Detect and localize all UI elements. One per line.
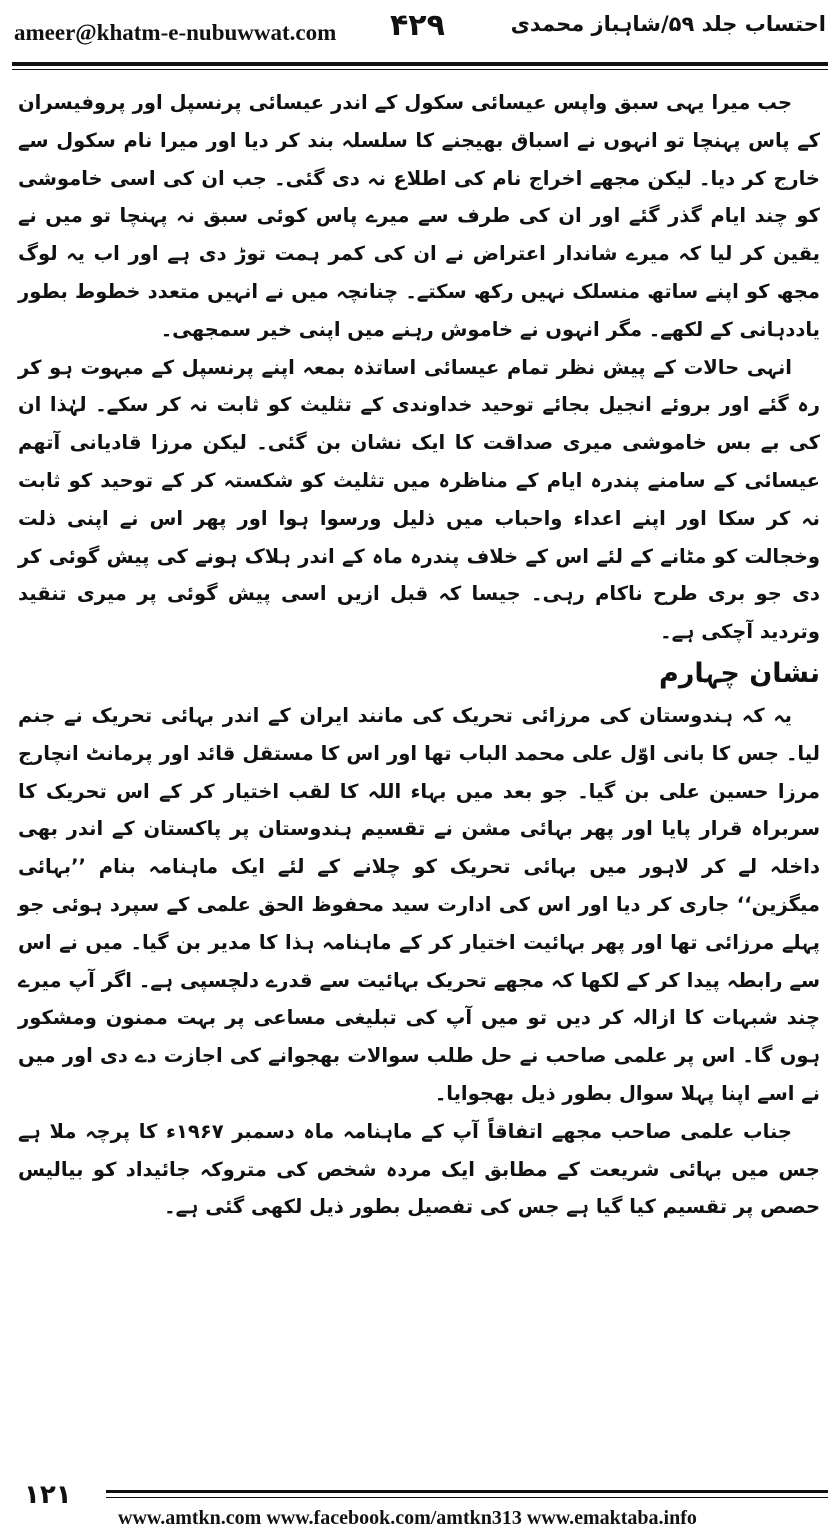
header-email: ameer@khatm-e-nubuwwat.com bbox=[14, 20, 337, 45]
page-body bbox=[18, 84, 820, 1226]
footer-rule-thin bbox=[106, 1497, 828, 1498]
running-title: احتساب جلد ۵۹/شاہباز محمدی bbox=[510, 12, 826, 36]
header-page-number: ۴۲۹ bbox=[390, 8, 445, 43]
page-footer bbox=[0, 1470, 840, 1540]
paragraph: یہ کہ ہندوستان کی مرزائی تحریک کی مانند ایران کے اندر بہائی تحریک نے جنم لیا۔ جس کا بانی اوّل علی محمد الباب تھا اور اس کا مستقل قائد اور پرمانٹ انچارج مرزا حسین علی بن گیا۔ جو بعد میں بہاء اللہ کا لقب اختیار کر کے اس تحریک کا سربراہ قرار پایا اور پھر بہائی مشن نے تقسیم ہندوستان پر پاکستان کے اندر بھی داخلہ لے کر لاہور میں بہائی تحریک کو چلانے کے لئے ایک ماہنامہ بنام ’’بہائی میگزین‘‘ جاری کر دیا اور اس کی ادارت سید محفوظ الحق علمی کے سپرد ہوئی جو پہلے مرزائی تھا اور پھر بہائیت اختیار کر کے ماہنامہ ہذا کا مدیر بن گیا۔ میں نے اس سے رابطہ پیدا کر کے لکھا کہ مجھے تحریک بہائیت سے قدرے دلچسپی ہے۔ اگر آپ میرے چند شبہات کا ازالہ کر دیں تو میں آپ کی تبلیغی مساعی پر بہت ممنون ومشکور ہوں گا۔ اس پر علمی صاحب نے حل طلب سوالات بھجوانے کی اجازت دے دی اور میں نے اسے اپنا پہلا سوال بطور ذیل بھجوایا۔ bbox=[18, 703, 820, 1105]
paragraph: جب میرا یہی سبق واپس عیسائی سکول کے اندر عیسائی پرنسپل اور پروفیسران کے پاس پہنچا تو انہوں نے اسباق بھیجنے کا سلسلہ بند کر دیا اور میرا نام سکول سے خارج کر دیا۔ لیکن مجھے اخراج نام کی اطلاع نہ دی گئی۔ جب ان کی اسی خاموشی کو چند ایام گذر گئے اور ان کی طرف سے میرے پاس کوئی سبق نہ پہنچا تو میں نے یقین کر لیا کہ میرے شاندار اعتراض نے ان کی کمر ہمت توڑ دی ہے اور اب یہ لوگ مجھ کو اپنے ساتھ منسلک نہیں رکھ سکتے۔ چنانچہ میں نے انہیں متعدد خطوط بطور یاددہانی کے لکھے۔ مگر انہوں نے خاموش رہنے میں اپنی خیر سمجھی۔ bbox=[18, 91, 820, 341]
footer-page-number: ۱۲۱ bbox=[24, 1480, 72, 1510]
paragraph: جناب علمی صاحب مجھے اتفاقاً آپ کے ماہنامہ ماہ دسمبر ۱۹۶۷ء کا پرچہ ملا ہے جس میں بہائی شریعت کے مطابق ایک مردہ شخص کی متروکہ جائیداد کو بیالیس حصص پر تقسیم کیا گیا ہے جس کی تفصیل بطور ذیل لکھی گئی ہے۔ bbox=[18, 1119, 820, 1219]
footer-rule bbox=[106, 1490, 828, 1493]
header-rule-thin bbox=[12, 69, 828, 70]
footer-urls[interactable]: www.amtkn.com www.facebook.com/amtkn313 www.emaktaba.info bbox=[118, 1507, 697, 1529]
page-header bbox=[0, 0, 840, 74]
header-rule bbox=[12, 62, 828, 66]
paragraph: انہی حالات کے پیش نظر تمام عیسائی اساتذہ بمعہ اپنے پرنسپل کے مبہوت ہو کر رہ گئے اور بروئے انجیل بجائے توحید خداوندی کے تثلیث کو ثابت نہ کر سکے۔ لہٰذا ان کی بے بس خاموشی میری صداقت کا ایک نشان بن گئی۔ لیکن مرزا قادیانی آتھم عیسائی کے سامنے پندرہ ایام کے مناظرہ میں تثلیث کو شکستہ کر کے توحید کو ثابت نہ کر سکا اور اپنے اعداء واحباب میں ذلیل ورسوا ہوا اور پھر اس نے اپنی ذلت وخجالت کو مٹانے کے لئے اس کے خلاف پندرہ ماہ کے اندر ہلاک ہونے کی پیش گوئی کر دی جو بری طرح ناکام رہی۔ جیسا کہ قبل ازیں اسی پیش گوئی پر میری تنقید وتردید آچکی ہے۔ bbox=[18, 355, 820, 644]
section-heading: نشان چہارم bbox=[659, 657, 820, 689]
